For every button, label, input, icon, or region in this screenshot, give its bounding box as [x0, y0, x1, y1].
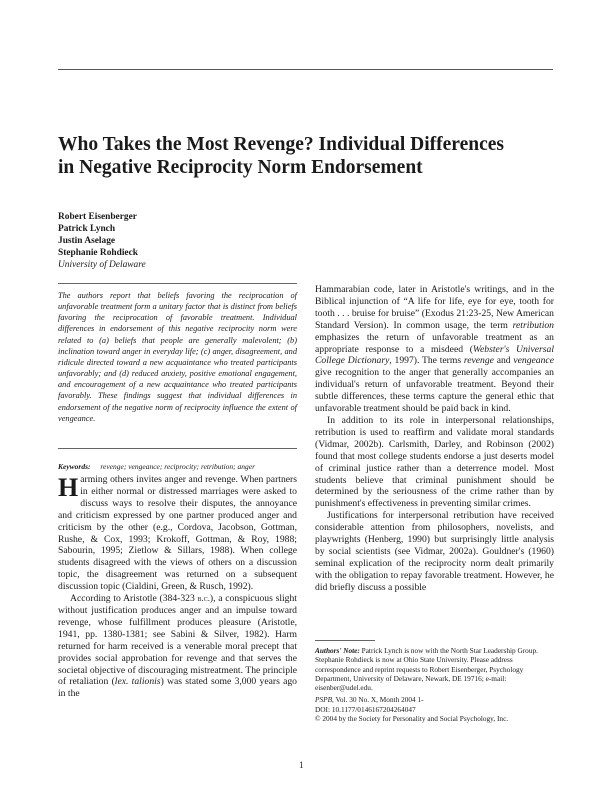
authors-note: Authors' Note: Patrick Lynch is now with the North Star Leadership Group. Stephanie Rohdieck is now at Ohio State University. Please address correspondence and reprint requests to Robert Eisenberger, Psychology Department, University of Delaware, Newark, DE 19716; e-mail: eisenber@udel.edu.	[315, 646, 538, 693]
body-paragraph: According to Aristotle (384-323 b.c.), a conspicuous slight without justification produces anger and an impulse toward revenge, whose fulfillment produces pleasure (Aristotle, 1941, pp. 1380-1381; see Sabini & Silver, 1982). Harm returned for harm received is a venerable moral precept that provides social approbation for revenge and that serves the societal objective of discouraging mistreatment. The principle of retaliation (lex. talionis) was stated some 3,000 years ago in the	[58, 593, 297, 700]
author-notes	[315, 640, 554, 723]
author-affiliation: University of Delaware	[58, 260, 146, 270]
article-title	[58, 133, 558, 179]
title-line-1: Who Takes the Most Revenge? Individual Differences	[58, 134, 504, 155]
keywords	[58, 462, 297, 472]
left-column	[58, 474, 297, 700]
doi: DOI: 10.1177/0146167204264047	[315, 704, 416, 714]
abstract-top-rule	[58, 283, 297, 284]
author-block	[58, 211, 298, 271]
right-column	[315, 284, 554, 594]
abstract: The authors report that beliefs favoring the reciprocation of unfavorable treatment form a unitary factor that is distinct from beliefs favoring the reciprocation of favorable treatment. Individual differences in endorsement of this negative reciprocity norm were related to (a) beliefs that people are generally malevolent; (b) inclination toward anger in everyday life; (c) anger, disagreement, and ridicule directed toward a new acquaintance who treated participants unfavorably; and (d) reduced anxiety, positive emotional engagement, and encouragement of a new acquaintance who treated participants favorably. These findings suggest that individual differences in endorsement of the negative norm of reciprocity influence the extent of vengeance.	[58, 291, 297, 423]
copyright: © 2004 by the Society for Personality and Social Psychology, Inc.	[315, 714, 509, 724]
author-name: Robert Eisenberger	[58, 212, 137, 222]
page-number: 1	[299, 760, 304, 770]
title-line-2: in Negative Reciprocity Norm Endorsement	[58, 157, 423, 178]
drop-cap: H	[58, 473, 79, 502]
author-name: Justin Aselage	[58, 236, 116, 246]
author-name: Patrick Lynch	[58, 224, 116, 234]
abstract-bottom-rule	[58, 448, 297, 449]
body-paragraph: In addition to its role in interpersonal relationships, retribution is used to reaffirm and validate moral standards (Vidmar, 2002b). Carlsmith, Darley, and Robinson (2002) found that most college students endorse a just deserts model of criminal justice rather than a deterrence model. Most students believe that criminal punishment should be determined by the seriousness of the crime rather than by punishment's effectiveness in preventing similar crimes.	[315, 414, 554, 510]
journal-citation: PSPB, Vol. 30 No. X, Month 2004 1-	[315, 695, 424, 705]
header-rule	[58, 69, 553, 70]
body-paragraph: Hammarabian code, later in Aristotle's writings, and in the Biblical injunction of “A life for life, eye for eye, tooth for tooth . . . bruise for bruise” (Exodus 21:23-25, New American Standard Version). In common usage, the term retribution emphasizes the return of unfavorable treatment as an appropriate response to a misdeed (Webster's Universal College Dictionary, 1997). The terms revenge and vengeance give recognition to the anger that generally accompanies an individual's return of unfavorable treatment. Beyond their subtle differences, these terms capture the general ethic that unfavorable treatment should be paid back in kind.	[315, 284, 554, 415]
author-name: Stephanie Rohdieck	[58, 248, 138, 258]
keywords-list: revenge; vengeance; reciprocity; retribution; anger	[100, 462, 256, 471]
body-paragraph: Justifications for interpersonal retribution have received considerable attention from philosophers, novelists, and playwrights (Henberg, 1990) but surprisingly little analysis by social scientists (see Vidmar, 2002a). Gouldner's (1960) seminal explication of the reciprocity norm dealt primarily with the obligation to repay favorable treatment. However, he did briefly discuss a possible	[315, 510, 554, 593]
notes-rule	[315, 640, 375, 641]
body-paragraph: Harming others invites anger and revenge. When partners in either normal or distressed marriages were asked to discuss ways to resolve their disputes, the annoyance and criticism expressed by one partner produced anger and criticism by the other (e.g., Cordova, Jacobson, Gottman, Rushe, & Cox, 1993; Krokoff, Gottman, & Roy, 1988; Sabourin, 1995; Zietlow & Sillars, 1988). When college students disagreed with the views of others on a discussion topic, the disagreement was returned on a subsequent discussion topic (Cialdini, Green, & Rusch, 1992).	[58, 473, 297, 593]
keywords-label: Keywords:	[58, 462, 91, 471]
